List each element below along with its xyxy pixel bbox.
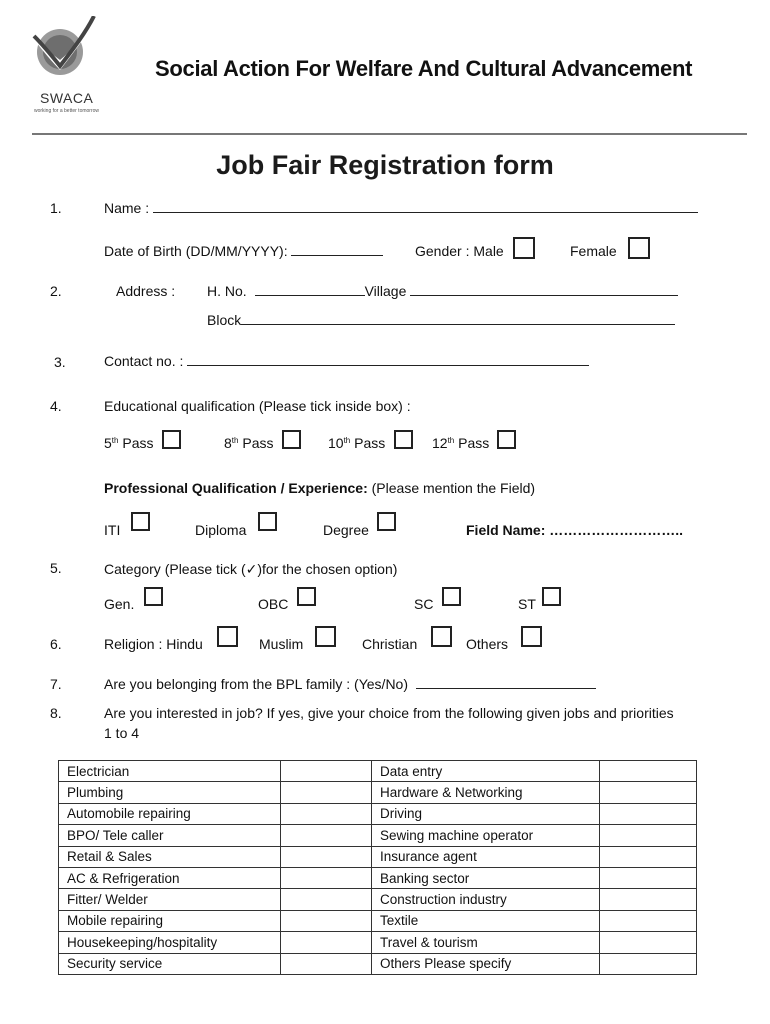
job-name-cell: Mobile repairing bbox=[59, 910, 281, 931]
iti-label: ITI bbox=[104, 522, 121, 538]
job-choices-table bbox=[58, 760, 697, 975]
job-name-cell: Automobile repairing bbox=[59, 803, 281, 824]
job-name-cell: Housekeeping/hospitality bbox=[59, 932, 281, 953]
job-name-cell: BPO/ Tele caller bbox=[59, 825, 281, 846]
q7-number: 7. bbox=[50, 676, 62, 692]
table-row bbox=[59, 889, 697, 910]
pass-5-label: 5th Pass bbox=[104, 435, 154, 451]
gen-label: Gen. bbox=[104, 596, 135, 612]
job-priority-cell[interactable] bbox=[281, 910, 372, 931]
religion-hindu-label: Religion : Hindu bbox=[104, 636, 203, 652]
st-label: ST bbox=[518, 596, 536, 612]
iti-checkbox[interactable] bbox=[131, 512, 150, 531]
contact-label: Contact no. : bbox=[104, 353, 184, 369]
pass-5-checkbox[interactable] bbox=[162, 430, 181, 449]
christian-checkbox[interactable] bbox=[431, 626, 452, 647]
job-priority-cell[interactable] bbox=[281, 782, 372, 803]
job-name-cell: Construction industry bbox=[372, 889, 600, 910]
hno-label: H. No. bbox=[207, 283, 247, 299]
job-name-cell: AC & Refrigeration bbox=[59, 867, 281, 888]
table-row bbox=[59, 953, 697, 974]
male-checkbox[interactable] bbox=[513, 237, 535, 259]
logo-text: SWACA bbox=[40, 90, 94, 106]
logo-tagline: working for a better tomorrow bbox=[34, 108, 100, 114]
table-row bbox=[59, 846, 697, 867]
table-row bbox=[59, 803, 697, 824]
address-label: Address : bbox=[116, 283, 176, 299]
pass-8-label: 8th Pass bbox=[224, 435, 274, 451]
table-row bbox=[59, 932, 697, 953]
job-priority-cell[interactable] bbox=[600, 782, 697, 803]
pass-12-checkbox[interactable] bbox=[497, 430, 516, 449]
job-priority-cell[interactable] bbox=[600, 953, 697, 974]
pass-8-checkbox[interactable] bbox=[282, 430, 301, 449]
pass-10-label: 10th Pass bbox=[328, 435, 386, 451]
village-label: Village bbox=[364, 283, 407, 299]
block-label: Block bbox=[207, 312, 242, 328]
table-row bbox=[59, 782, 697, 803]
organization-name: Social Action For Welfare And Cultural Advancement bbox=[155, 56, 693, 81]
table-row bbox=[59, 867, 697, 888]
logo-emblem-icon bbox=[30, 16, 114, 96]
name-field-row bbox=[104, 200, 698, 216]
job-priority-cell[interactable] bbox=[600, 803, 697, 824]
degree-label: Degree bbox=[323, 522, 369, 538]
job-priority-cell[interactable] bbox=[281, 953, 372, 974]
table-row bbox=[59, 761, 697, 782]
q8-number: 8. bbox=[50, 705, 62, 721]
job-name-cell: Hardware & Networking bbox=[372, 782, 600, 803]
job-name-cell: Textile bbox=[372, 910, 600, 931]
form-title: Job Fair Registration form bbox=[216, 150, 554, 180]
contact-input-line[interactable] bbox=[187, 353, 589, 366]
q4-number: 4. bbox=[50, 398, 62, 414]
job-priority-cell[interactable] bbox=[281, 825, 372, 846]
job-priority-cell[interactable] bbox=[600, 910, 697, 931]
job-priority-cell[interactable] bbox=[281, 867, 372, 888]
table-row bbox=[59, 910, 697, 931]
table-row bbox=[59, 825, 697, 846]
muslim-checkbox[interactable] bbox=[315, 626, 336, 647]
gen-checkbox[interactable] bbox=[144, 587, 163, 606]
christian-label: Christian bbox=[362, 636, 418, 652]
job-priority-cell[interactable] bbox=[281, 889, 372, 910]
hno-row bbox=[207, 283, 678, 299]
sc-label: SC bbox=[414, 596, 434, 612]
diploma-label: Diploma bbox=[195, 522, 247, 538]
job-priority-cell[interactable] bbox=[600, 889, 697, 910]
job-priority-cell[interactable] bbox=[600, 846, 697, 867]
diploma-checkbox[interactable] bbox=[258, 512, 277, 531]
job-priority-cell[interactable] bbox=[600, 761, 697, 782]
obc-checkbox[interactable] bbox=[297, 587, 316, 606]
others-label: Others bbox=[466, 636, 509, 652]
dob-label: Date of Birth (DD/MM/YYYY): bbox=[104, 243, 288, 259]
dob-field-row bbox=[104, 243, 383, 259]
job-priority-cell[interactable] bbox=[281, 932, 372, 953]
job-name-cell: Insurance agent bbox=[372, 846, 600, 867]
female-label: Female bbox=[570, 243, 617, 259]
others-checkbox[interactable] bbox=[521, 626, 542, 647]
muslim-label: Muslim bbox=[259, 636, 304, 652]
job-name-cell: Plumbing bbox=[59, 782, 281, 803]
job-name-cell: Data entry bbox=[372, 761, 600, 782]
female-checkbox[interactable] bbox=[628, 237, 650, 259]
st-checkbox[interactable] bbox=[542, 587, 561, 606]
degree-checkbox[interactable] bbox=[377, 512, 396, 531]
obc-label: OBC bbox=[258, 596, 289, 612]
header-divider bbox=[32, 133, 747, 135]
q1-number: 1. bbox=[50, 200, 62, 216]
category-label: Category (Please tick (✓)for the chosen option) bbox=[104, 561, 398, 577]
job-priority-cell[interactable] bbox=[600, 867, 697, 888]
block-row bbox=[207, 312, 675, 328]
job-name-cell: Sewing machine operator bbox=[372, 825, 600, 846]
gender-label: Gender : Male bbox=[415, 243, 504, 259]
hno-input-line[interactable] bbox=[255, 283, 365, 296]
job-interest-question: Are you interested in job? If yes, give your choice from the following given jobs and priorities bbox=[104, 705, 674, 721]
job-name-cell: Security service bbox=[59, 953, 281, 974]
village-input-line[interactable] bbox=[410, 283, 678, 296]
pass-12-label: 12th Pass bbox=[432, 435, 490, 451]
job-priority-cell[interactable] bbox=[600, 932, 697, 953]
job-name-cell: Travel & tourism bbox=[372, 932, 600, 953]
professional-qualification-heading: Professional Qualification / Experience: (Please mention the Field) bbox=[104, 480, 536, 496]
job-name-cell: Retail & Sales bbox=[59, 846, 281, 867]
block-input-line[interactable] bbox=[241, 312, 675, 325]
education-label: Educational qualification (Please tick inside box) : bbox=[104, 398, 411, 414]
sc-checkbox[interactable] bbox=[442, 587, 461, 606]
job-name-cell: Banking sector bbox=[372, 867, 600, 888]
job-priority-cell[interactable] bbox=[281, 846, 372, 867]
bpl-row bbox=[104, 676, 596, 692]
field-name-input[interactable]: Field Name: ……………………….. bbox=[466, 522, 684, 538]
job-priority-cell[interactable] bbox=[600, 825, 697, 846]
name-input-line[interactable] bbox=[153, 200, 698, 213]
q6-number: 6. bbox=[50, 636, 62, 652]
pass-10-checkbox[interactable] bbox=[394, 430, 413, 449]
job-interest-question-cont: 1 to 4 bbox=[104, 725, 140, 741]
job-name-cell: Driving bbox=[372, 803, 600, 824]
job-priority-cell[interactable] bbox=[281, 803, 372, 824]
job-name-cell: Others Please specify bbox=[372, 953, 600, 974]
job-name-cell: Electrician bbox=[59, 761, 281, 782]
hindu-checkbox[interactable] bbox=[217, 626, 238, 647]
job-name-cell: Fitter/ Welder bbox=[59, 889, 281, 910]
name-label: Name : bbox=[104, 200, 150, 216]
bpl-label: Are you belonging from the BPL family : (Yes/No) bbox=[104, 676, 409, 692]
q5-number: 5. bbox=[50, 560, 62, 576]
bpl-input-line[interactable] bbox=[416, 676, 596, 689]
dob-input-line[interactable] bbox=[291, 243, 383, 256]
job-priority-cell[interactable] bbox=[281, 761, 372, 782]
q2-number: 2. bbox=[50, 283, 62, 299]
q3-number: 3. bbox=[54, 354, 66, 370]
contact-row bbox=[104, 353, 589, 369]
